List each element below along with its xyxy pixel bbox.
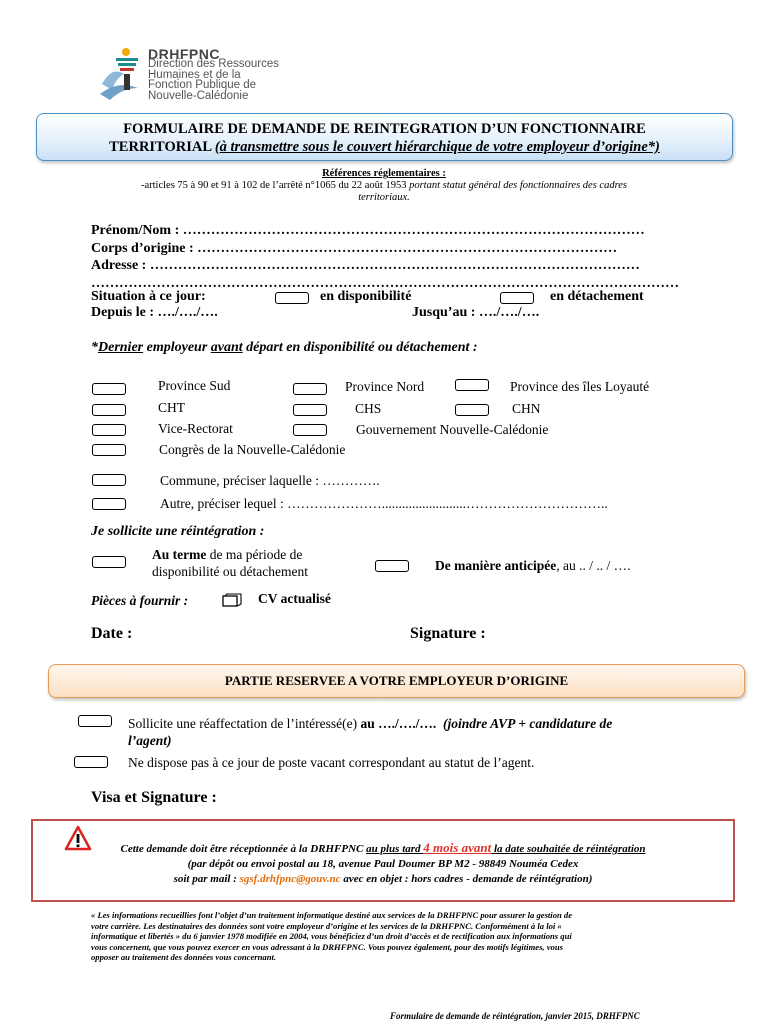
logo-line: Direction des Ressources <box>148 58 280 70</box>
province-iles-label: Province des îles Loyauté <box>510 379 650 394</box>
reaffectation-label <box>128 715 708 749</box>
no-vacancy-checkbox[interactable] <box>74 756 108 768</box>
references-text-italic-2: territoriaux. <box>358 192 410 203</box>
form-title <box>36 113 733 161</box>
pieces-label: Pièces à fournir : <box>91 593 189 608</box>
footer: Formulaire de demande de réintégration, janvier 2015, DRHFPNC <box>390 1011 640 1021</box>
references <box>60 168 708 204</box>
adresse-field[interactable]: Adresse : …………………………………………………………………………………………… <box>91 258 640 273</box>
visa-label: Visa et Signature : <box>91 789 217 806</box>
logo-line: Humaines et de la <box>148 68 241 81</box>
logo-line: Fonction Publique de <box>148 79 257 91</box>
detachement-checkbox[interactable] <box>500 292 534 304</box>
employer-heading-avant: avant <box>210 340 243 355</box>
logo-line: Nouvelle-Calédonie <box>148 89 249 102</box>
detachement-label: en détachement <box>550 289 644 304</box>
au-terme-rest: de ma période de <box>206 547 303 562</box>
anticipee-rest: , au .. / .. / …. <box>556 558 631 573</box>
warning-email[interactable]: sgsf.drhfpnc@gouv.nc <box>239 873 341 885</box>
logo <box>98 44 298 104</box>
anticipee-checkbox[interactable] <box>375 560 409 572</box>
gouvernement-label: Gouvernement Nouvelle-Calédonie <box>356 422 549 437</box>
privacy-notice <box>91 910 691 963</box>
au-terme-bold: Au terme <box>152 547 207 562</box>
signature-label: Signature : <box>410 625 486 642</box>
jusqu-field[interactable]: Jusqu’au : …./…./…. <box>412 305 540 320</box>
reaffectation-note-2: l’agent) <box>128 733 172 748</box>
cht-label: CHT <box>158 400 185 415</box>
commune-checkbox[interactable] <box>92 474 126 486</box>
corps-origine-field[interactable]: Corps d’origine : ……………………………………………………………………………… <box>91 240 618 256</box>
references-heading: Références réglementaires : <box>322 168 446 179</box>
employer-heading <box>91 340 478 356</box>
province-sud-label: Province Sud <box>158 378 231 393</box>
title-subtitle: (à transmettre sous le couvert hiérarchique de votre employeur d’origine*) <box>214 139 660 155</box>
prenom-nom-field[interactable]: Prénom/Nom : ……………………………………………………………………………………… <box>91 223 645 238</box>
warning-box <box>31 819 735 902</box>
references-text: -articles 75 à 90 et 91 à 102 de l’arrêté n°1065 du 22 août 1953 <box>140 180 407 191</box>
employer-heading-prefix: * <box>91 340 98 355</box>
province-iles-checkbox[interactable] <box>455 379 489 391</box>
vice-rectorat-checkbox[interactable] <box>92 424 126 436</box>
province-sud-checkbox[interactable] <box>92 383 126 395</box>
situation-label: Situation à ce jour: <box>91 289 206 304</box>
chn-label: CHN <box>512 401 541 416</box>
privacy-line: opposer au traitement des données vous concernant. <box>91 952 277 962</box>
chs-checkbox[interactable] <box>293 404 327 416</box>
congres-label: Congrès de la Nouvelle-Calédonie <box>159 442 346 457</box>
privacy-line: votre carrière. Les destinataires des données sont votre employeur d’origine et les services de la DRHFPNC. Conformément à la loi « <box>91 920 562 931</box>
province-nord-label: Province Nord <box>345 379 425 394</box>
logo-acronym: DRHFPNC <box>148 46 220 62</box>
warning-postal: (par dépôt ou envoi postal au 18, avenue Paul Doumer BP M2 - 98849 Nouméa Cedex <box>187 858 579 870</box>
commune-label: Commune, préciser laquelle : …………. <box>160 473 380 488</box>
privacy-line: vous concernent, que vous pouvez exercer en vous adressant à la DRHFPNC. Vous pouvez également, pour des motifs légitimes, vous <box>91 941 563 952</box>
reaffectation-text: Sollicite une réaffectation de l’intéressé(e) <box>128 716 361 731</box>
employer-heading-mid: employeur <box>143 340 211 355</box>
employer-heading-dernier: Dernier <box>98 340 144 355</box>
warning-target: la date souhaitée de réintégration <box>491 843 646 855</box>
au-terme-checkbox[interactable] <box>92 556 126 568</box>
title-line-2: TERRITORIAL <box>109 139 212 155</box>
reaffectation-checkbox[interactable] <box>78 715 112 727</box>
references-text-italic: portant statut général des fonctionnaires des cadres <box>409 180 628 191</box>
reaffectation-date: au …./…./…. <box>360 716 437 731</box>
warning-mail-label: soit par mail : <box>173 873 240 885</box>
au-terme-label <box>152 546 308 580</box>
date-label: Date : <box>91 625 133 642</box>
cht-checkbox[interactable] <box>92 404 126 416</box>
depuis-field[interactable]: Depuis le : …./…./…. <box>91 305 218 320</box>
au-terme-line2: disponibilité ou détachement <box>152 564 308 579</box>
chs-label: CHS <box>355 401 382 416</box>
employer-section-title: PARTIE RESERVEE A VOTRE EMPLOYEUR D’ORIGINE <box>224 673 569 688</box>
province-nord-checkbox[interactable] <box>293 383 327 395</box>
no-vacancy-label: Ne dispose pas à ce jour de poste vacant correspondant au statut de l’agent. <box>128 755 535 770</box>
disponibilite-label: en disponibilité <box>320 289 412 304</box>
anticipee-bold: De manière anticipée <box>435 558 557 573</box>
cv-checkbox[interactable] <box>222 593 242 607</box>
logo-emblem-icon <box>98 44 144 102</box>
request-heading: Je sollicite une réintégration : <box>91 524 265 539</box>
warning-text: Cette demande doit être réceptionnée à la DRHFPNC <box>120 843 367 855</box>
gouvernement-checkbox[interactable] <box>293 424 327 436</box>
employer-section-header <box>48 664 745 698</box>
privacy-line: informatique et libertés » du 6 janvier 1978 modifiée en 2004, vous bénéficiez d’un droit d’accès et de rectification aux informations qui <box>91 931 572 941</box>
chn-checkbox[interactable] <box>455 404 489 416</box>
autre-checkbox[interactable] <box>92 498 126 510</box>
employer-heading-rest: départ en disponibilité ou détachement : <box>242 340 478 355</box>
warning-months: 4 mois avant <box>423 840 492 855</box>
autre-label: Autre, préciser lequel : ………………….........................………………………….. <box>160 496 608 511</box>
adresse-line-2[interactable]: ……………………………………………………………………………………………………………… <box>91 275 679 291</box>
warning-mail-subject: avec en objet : hors cadres - demande de réintégration) <box>340 873 593 885</box>
vice-rectorat-label: Vice-Rectorat <box>158 421 233 436</box>
congres-checkbox[interactable] <box>92 444 126 456</box>
cv-label: CV actualisé <box>258 591 331 606</box>
warning-deadline: au plus tard <box>366 843 424 855</box>
disponibilite-checkbox[interactable] <box>275 292 309 304</box>
privacy-line: « Les informations recueillies font l’objet d’un traitement informatique destiné aux services de la DRHFPNC pour assurer la gestion de <box>91 910 573 920</box>
reaffectation-note: (joindre AVP + candidature de <box>443 716 613 731</box>
title-line-1: FORMULAIRE DE DEMANDE DE REINTEGRATION D’UN FONCTIONNAIRE <box>123 121 646 137</box>
anticipee-label <box>435 558 630 574</box>
